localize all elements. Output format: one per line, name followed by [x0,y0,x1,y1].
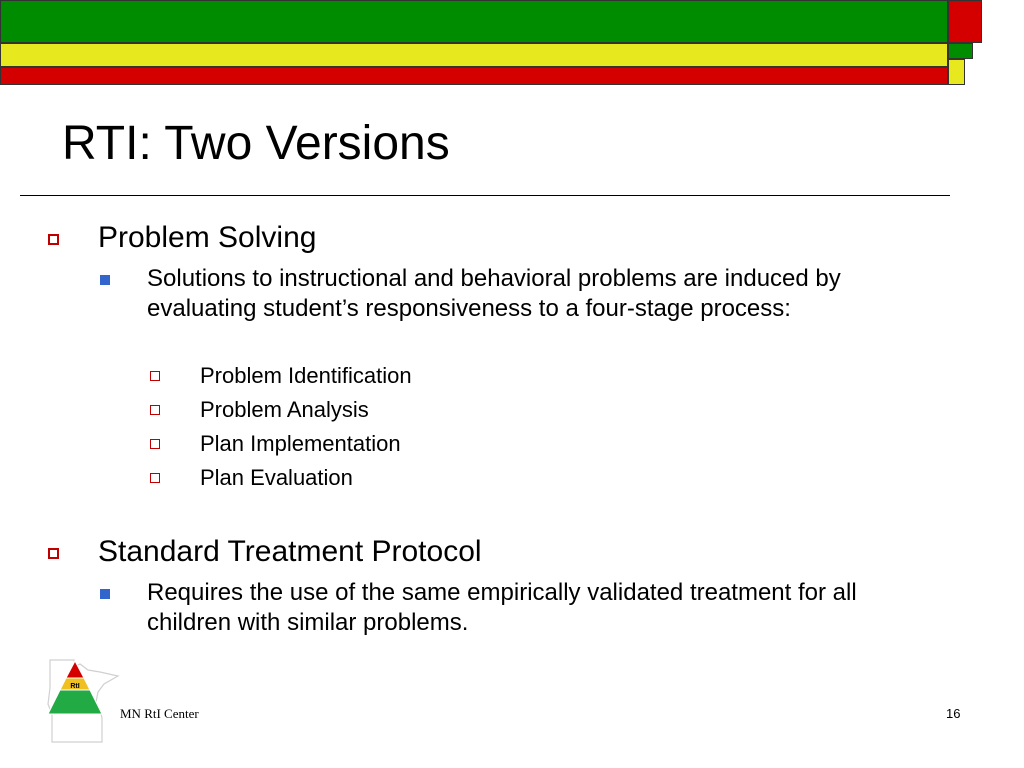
sub-bullet-same-treatment: Requires the use of the same empirically validated treatment for all children with similar problems. [147,579,857,636]
page-number: 16 [946,706,961,721]
bullet-square-icon [100,275,110,285]
header-stripe-yellow [0,43,948,67]
bullet-hollow-square-icon [150,473,160,483]
bullet-hollow-square-icon [48,234,59,245]
logo-label: RtI [70,683,80,690]
header-square-yellow [948,59,965,85]
item-problem-analysis: Problem Analysis [200,397,369,422]
bullet-problem-solving: Problem Solving [98,221,317,254]
title-divider [20,195,950,196]
bullet-hollow-square-icon [150,439,160,449]
item-plan-implementation: Plan Implementation [200,431,401,456]
bullet-square-icon [100,589,110,599]
bullet-standard-treatment-protocol: Standard Treatment Protocol [98,535,482,568]
header-stripe-red [0,67,948,85]
item-problem-identification: Problem Identification [200,363,412,388]
header-stripe-green [0,0,948,43]
header-square-green [948,43,973,59]
slide-title: RTI: Two Versions [62,117,450,170]
bullet-hollow-square-icon [48,548,59,559]
bullet-hollow-square-icon [150,405,160,415]
item-plan-evaluation: Plan Evaluation [200,465,353,490]
mn-rti-logo-icon [44,658,124,744]
header-square-red [948,0,982,43]
footer-org: MN RtI Center [120,706,199,721]
sub-bullet-four-stage: Solutions to instructional and behavioral problems are induced by evaluating student’s responsiveness to a four-stage process: [147,265,841,322]
bullet-hollow-square-icon [150,371,160,381]
